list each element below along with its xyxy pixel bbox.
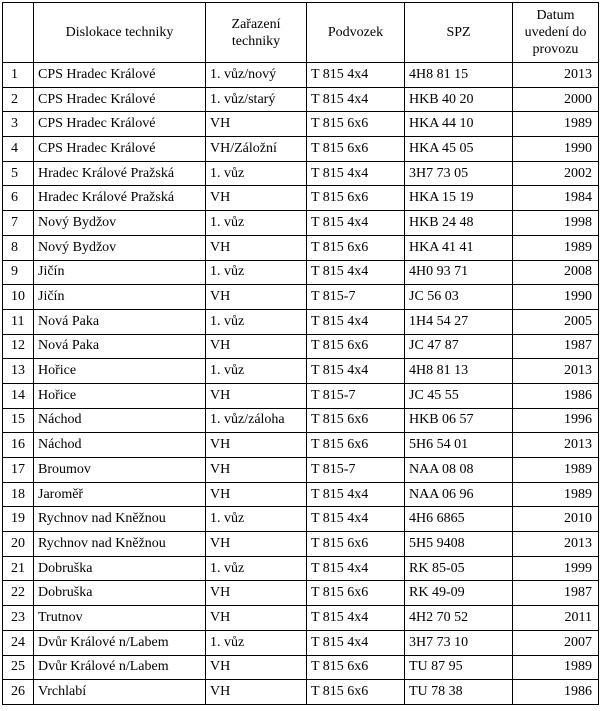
assignment-cell: VH <box>206 383 307 408</box>
year-cell: 1990 <box>513 137 599 162</box>
header-location: Dislokace techniky <box>34 3 206 63</box>
plate-cell: HKA 44 10 <box>405 112 513 137</box>
table-row <box>3 211 599 236</box>
table-row <box>3 359 599 384</box>
location-cell: Hořice <box>34 383 206 408</box>
year-cell: 1998 <box>513 211 599 236</box>
plate-cell: JC 56 03 <box>405 285 513 310</box>
table-row <box>3 680 599 705</box>
row-number: 17 <box>3 458 34 483</box>
vehicle-table <box>2 2 599 705</box>
row-number: 15 <box>3 408 34 433</box>
chassis-cell: T 815-7 <box>307 458 405 483</box>
row-number: 5 <box>3 161 34 186</box>
table-row <box>3 556 599 581</box>
location-cell: CPS Hradec Králové <box>34 63 206 88</box>
year-cell: 1989 <box>513 112 599 137</box>
table-row <box>3 507 599 532</box>
row-number: 7 <box>3 211 34 236</box>
location-cell: Náchod <box>34 433 206 458</box>
plate-cell: 1H4 54 27 <box>405 309 513 334</box>
plate-cell: HKB 06 57 <box>405 408 513 433</box>
year-cell: 2000 <box>513 87 599 112</box>
assignment-cell: VH <box>206 235 307 260</box>
location-cell: Hradec Králové Pražská <box>34 186 206 211</box>
header-chassis: Podvozek <box>307 3 405 63</box>
plate-cell: 3H7 73 05 <box>405 161 513 186</box>
chassis-cell: T 815 6x6 <box>307 655 405 680</box>
location-cell: Hradec Králové Pražská <box>34 161 206 186</box>
chassis-cell: T 815 4x4 <box>307 87 405 112</box>
assignment-cell: 1. vůz <box>206 359 307 384</box>
row-number: 26 <box>3 680 34 705</box>
chassis-cell: T 815 4x4 <box>307 211 405 236</box>
assignment-cell: 1. vůz <box>206 630 307 655</box>
row-number: 12 <box>3 334 34 359</box>
assignment-cell: VH <box>206 482 307 507</box>
assignment-cell: 1. vůz <box>206 507 307 532</box>
year-cell: 1987 <box>513 581 599 606</box>
assignment-cell: VH/Záložní <box>206 137 307 162</box>
table-row <box>3 581 599 606</box>
year-cell: 2013 <box>513 63 599 88</box>
plate-cell: RK 85-05 <box>405 556 513 581</box>
chassis-cell: T 815 6x6 <box>307 680 405 705</box>
year-cell: 2010 <box>513 507 599 532</box>
year-cell: 1986 <box>513 680 599 705</box>
plate-cell: 5H6 54 01 <box>405 433 513 458</box>
year-cell: 2007 <box>513 630 599 655</box>
row-number: 19 <box>3 507 34 532</box>
plate-cell: NAA 08 08 <box>405 458 513 483</box>
chassis-cell: T 815 4x4 <box>307 507 405 532</box>
row-number: 20 <box>3 532 34 557</box>
plate-cell: 4H8 81 15 <box>405 63 513 88</box>
location-cell: Rychnov nad Kněžnou <box>34 507 206 532</box>
table-row <box>3 137 599 162</box>
assignment-cell: VH <box>206 655 307 680</box>
year-cell: 2005 <box>513 309 599 334</box>
assignment-cell: VH <box>206 606 307 631</box>
table-row <box>3 87 599 112</box>
chassis-cell: T 815 4x4 <box>307 309 405 334</box>
location-cell: Jičín <box>34 285 206 310</box>
location-cell: Vrchlabí <box>34 680 206 705</box>
chassis-cell: T 815 6x6 <box>307 235 405 260</box>
row-number: 10 <box>3 285 34 310</box>
year-cell: 2013 <box>513 359 599 384</box>
assignment-cell: VH <box>206 532 307 557</box>
table-row <box>3 112 599 137</box>
location-cell: CPS Hradec Králové <box>34 137 206 162</box>
chassis-cell: T 815 4x4 <box>307 63 405 88</box>
chassis-cell: T 815 4x4 <box>307 630 405 655</box>
year-cell: 1996 <box>513 408 599 433</box>
chassis-cell: T 815-7 <box>307 285 405 310</box>
row-number: 21 <box>3 556 34 581</box>
table-row <box>3 630 599 655</box>
year-cell: 1989 <box>513 655 599 680</box>
location-cell: Trutnov <box>34 606 206 631</box>
assignment-cell: 1. vůz <box>206 161 307 186</box>
table-row <box>3 161 599 186</box>
row-number: 22 <box>3 581 34 606</box>
table-row <box>3 482 599 507</box>
plate-cell: HKA 45 05 <box>405 137 513 162</box>
table-row <box>3 235 599 260</box>
row-number: 13 <box>3 359 34 384</box>
location-cell: Dvůr Králové n/Labem <box>34 630 206 655</box>
year-cell: 2002 <box>513 161 599 186</box>
location-cell: Broumov <box>34 458 206 483</box>
plate-cell: NAA 06 96 <box>405 482 513 507</box>
year-cell: 1999 <box>513 556 599 581</box>
year-cell: 1987 <box>513 334 599 359</box>
plate-cell: HKB 24 48 <box>405 211 513 236</box>
year-cell: 1984 <box>513 186 599 211</box>
plate-cell: 4H6 6865 <box>405 507 513 532</box>
chassis-cell: T 815 6x6 <box>307 186 405 211</box>
location-cell: Hořice <box>34 359 206 384</box>
chassis-cell: T 815 4x4 <box>307 260 405 285</box>
plate-cell: HKB 40 20 <box>405 87 513 112</box>
year-cell: 2011 <box>513 606 599 631</box>
location-cell: Nový Bydžov <box>34 211 206 236</box>
table-row <box>3 63 599 88</box>
table-body <box>3 63 599 705</box>
row-number: 25 <box>3 655 34 680</box>
row-number: 8 <box>3 235 34 260</box>
chassis-cell: T 815 6x6 <box>307 532 405 557</box>
assignment-cell: 1. vůz/starý <box>206 87 307 112</box>
location-cell: Nová Paka <box>34 309 206 334</box>
plate-cell: TU 87 95 <box>405 655 513 680</box>
year-cell: 1989 <box>513 482 599 507</box>
location-cell: Dobruška <box>34 556 206 581</box>
row-number: 23 <box>3 606 34 631</box>
assignment-cell: VH <box>206 458 307 483</box>
location-cell: CPS Hradec Králové <box>34 112 206 137</box>
chassis-cell: T 815 6x6 <box>307 433 405 458</box>
assignment-cell: 1. vůz <box>206 556 307 581</box>
year-cell: 2013 <box>513 532 599 557</box>
table-row <box>3 383 599 408</box>
assignment-cell: VH <box>206 581 307 606</box>
assignment-cell: VH <box>206 334 307 359</box>
header-number <box>3 3 34 63</box>
assignment-cell: VH <box>206 680 307 705</box>
table-row <box>3 655 599 680</box>
assignment-cell: 1. vůz <box>206 260 307 285</box>
year-cell: 1990 <box>513 285 599 310</box>
plate-cell: JC 47 87 <box>405 334 513 359</box>
chassis-cell: T 815 4x4 <box>307 606 405 631</box>
year-cell: 1986 <box>513 383 599 408</box>
table-row <box>3 309 599 334</box>
assignment-cell: VH <box>206 433 307 458</box>
plate-cell: RK 49-09 <box>405 581 513 606</box>
table-row <box>3 285 599 310</box>
location-cell: Jičín <box>34 260 206 285</box>
plate-cell: 4H0 93 71 <box>405 260 513 285</box>
row-number: 11 <box>3 309 34 334</box>
plate-cell: 4H2 70 52 <box>405 606 513 631</box>
chassis-cell: T 815 6x6 <box>307 581 405 606</box>
year-cell: 2008 <box>513 260 599 285</box>
row-number: 2 <box>3 87 34 112</box>
row-number: 3 <box>3 112 34 137</box>
plate-cell: HKA 41 41 <box>405 235 513 260</box>
chassis-cell: T 815 6x6 <box>307 408 405 433</box>
plate-cell: TU 78 38 <box>405 680 513 705</box>
row-number: 24 <box>3 630 34 655</box>
table-row <box>3 433 599 458</box>
location-cell: Dvůr Králové n/Labem <box>34 655 206 680</box>
row-number: 4 <box>3 137 34 162</box>
assignment-cell: VH <box>206 186 307 211</box>
assignment-cell: 1. vůz <box>206 309 307 334</box>
plate-cell: HKA 15 19 <box>405 186 513 211</box>
location-cell: Nová Paka <box>34 334 206 359</box>
plate-cell: JC 45 55 <box>405 383 513 408</box>
chassis-cell: T 815 6x6 <box>307 334 405 359</box>
chassis-cell: T 815 6x6 <box>307 137 405 162</box>
location-cell: Dobruška <box>34 581 206 606</box>
plate-cell: 3H7 73 10 <box>405 630 513 655</box>
year-cell: 2013 <box>513 433 599 458</box>
chassis-cell: T 815 4x4 <box>307 482 405 507</box>
row-number: 14 <box>3 383 34 408</box>
assignment-cell: VH <box>206 112 307 137</box>
row-number: 18 <box>3 482 34 507</box>
header-row <box>3 3 599 63</box>
year-cell: 1989 <box>513 458 599 483</box>
row-number: 16 <box>3 433 34 458</box>
location-cell: Rychnov nad Kněžnou <box>34 532 206 557</box>
table-row <box>3 606 599 631</box>
plate-cell: 4H8 81 13 <box>405 359 513 384</box>
header-assignment: Zařazení techniky <box>206 3 307 63</box>
table-row <box>3 532 599 557</box>
row-number: 9 <box>3 260 34 285</box>
location-cell: Jaroměř <box>34 482 206 507</box>
year-cell: 1989 <box>513 235 599 260</box>
assignment-cell: 1. vůz <box>206 211 307 236</box>
table-row <box>3 260 599 285</box>
location-cell: Nový Bydžov <box>34 235 206 260</box>
location-cell: Náchod <box>34 408 206 433</box>
assignment-cell: VH <box>206 285 307 310</box>
chassis-cell: T 815-7 <box>307 383 405 408</box>
chassis-cell: T 815 4x4 <box>307 359 405 384</box>
chassis-cell: T 815 4x4 <box>307 161 405 186</box>
assignment-cell: 1. vůz/nový <box>206 63 307 88</box>
row-number: 1 <box>3 63 34 88</box>
assignment-cell: 1. vůz/záloha <box>206 408 307 433</box>
table-row <box>3 408 599 433</box>
table-row <box>3 458 599 483</box>
table-row <box>3 186 599 211</box>
chassis-cell: T 815 6x6 <box>307 112 405 137</box>
header-plate: SPZ <box>405 3 513 63</box>
header-date: Datum uvedení do provozu <box>513 3 599 63</box>
table-row <box>3 334 599 359</box>
row-number: 6 <box>3 186 34 211</box>
location-cell: CPS Hradec Králové <box>34 87 206 112</box>
chassis-cell: T 815 4x4 <box>307 556 405 581</box>
plate-cell: 5H5 9408 <box>405 532 513 557</box>
